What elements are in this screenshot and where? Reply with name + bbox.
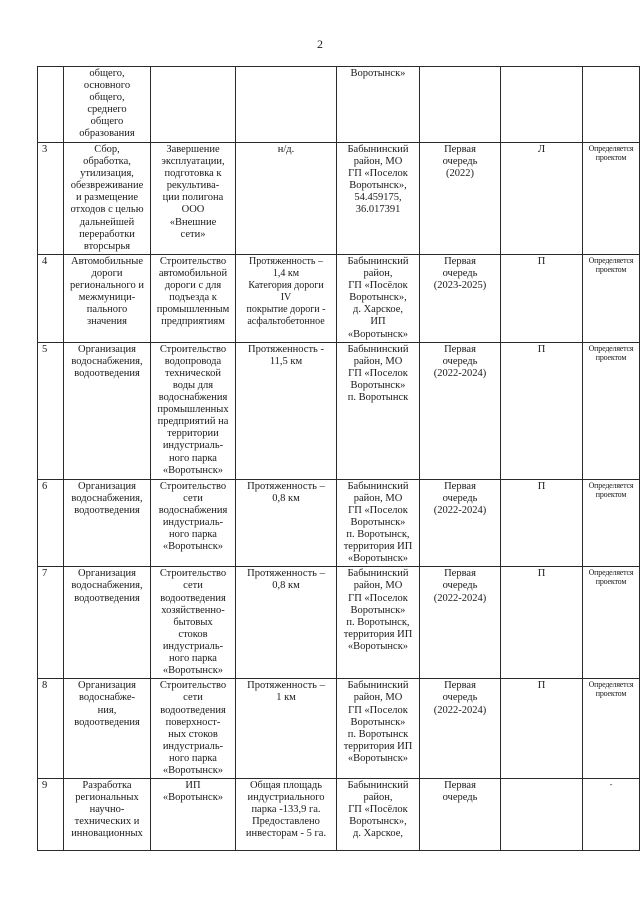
table-cell-c5 [420, 567, 501, 679]
row-number-cell [38, 342, 64, 479]
table-cell-c2 [151, 143, 236, 255]
cell-text: Строительство водопровода технической воды для водоснабжения промышленных предприятий на территории индустриаль- ного парка «Воротынск» [157, 343, 229, 476]
table-cell-c7 [583, 679, 640, 779]
table-cell-c2 [151, 342, 236, 479]
table-cell-c7 [583, 143, 640, 255]
cell-text: Организация водоснабже- ния, водоотведения [74, 680, 140, 728]
table-cell-c5 [420, 255, 501, 343]
cell-text: Завершение эксплуатации, подготовка к рекультива- ции полигона ООО «Внешние сети» [161, 144, 225, 240]
table-cell-c4 [337, 143, 420, 255]
table-row [38, 255, 640, 343]
table-cell-c1 [64, 679, 151, 779]
cell-text: Бабынинский район, МО ГП «Поселок Воротынск» п. Воротынск, территория ИП «Воротынск» [343, 568, 413, 652]
cell-text: 3 [42, 144, 48, 155]
cell-text: Определяется проектом [588, 680, 634, 699]
table-cell-c3 [236, 779, 337, 851]
cell-text: Протяженность - 11,5 км [248, 343, 324, 367]
table-cell-c2 [151, 255, 236, 343]
row-number-cell [38, 255, 64, 343]
cell-text: Протяженность – 0,8 км [247, 568, 325, 592]
cell-text: Первая очередь [442, 780, 478, 804]
cell-text: П [537, 256, 546, 267]
table-cell-c5 [420, 143, 501, 255]
cell-text: Автомобильные дороги регионального и межмуници- пального значения [70, 256, 144, 328]
cell-text: П [537, 343, 546, 355]
table-cell-c4 [337, 255, 420, 343]
table-cell-c4 [337, 779, 420, 851]
table-row [38, 779, 640, 851]
table-cell-c3 [236, 67, 337, 143]
table-cell-c3 [236, 342, 337, 479]
table-cell-c7 [583, 67, 640, 143]
cell-text: Бабынинский район, МО ГП «Поселок Воротынск», 54.459175, 36.017391 [347, 144, 409, 216]
cell-text: Первая очередь (2022) [442, 144, 478, 180]
cell-text: ИП «Воротынск» [162, 780, 224, 804]
table-cell-c1 [64, 479, 151, 567]
table-row [38, 143, 640, 255]
table-cell-c4 [337, 342, 420, 479]
table-row [38, 567, 640, 679]
cell-text: Л [537, 144, 546, 155]
table-cell-c2 [151, 779, 236, 851]
table-cell-c7 [583, 779, 640, 851]
cell-text: 6 [42, 480, 48, 492]
cell-text: Организация водоснабжения, водоотведения [71, 480, 143, 516]
cell-text: Организация водоснабжения, водоотведения [71, 568, 143, 604]
table-cell-c4 [337, 679, 420, 779]
table-cell-c3 [236, 143, 337, 255]
objects-table [37, 66, 640, 851]
cell-text: Бабынинский район, МО ГП «Поселок Воротынск» п. Воротынск [347, 343, 409, 404]
table-cell-c6 [501, 679, 583, 779]
row-number-cell [38, 143, 64, 255]
table-cell-c3 [236, 567, 337, 679]
cell-text: 9 [42, 780, 48, 792]
table-cell-c2 [151, 479, 236, 567]
cell-text: Бабынинский район, ГП «Посёлок Воротынск», д. Харское, [347, 780, 409, 840]
table-cell-c7 [583, 342, 640, 479]
cell-text: 7 [42, 568, 48, 580]
cell-text: 8 [42, 680, 48, 692]
table-cell-c5 [420, 342, 501, 479]
table-cell-c1 [64, 342, 151, 479]
cell-text: Первая очередь (2022-2024) [433, 480, 487, 516]
table-cell-c6 [501, 342, 583, 479]
table-cell-c3 [236, 679, 337, 779]
row-number-cell [38, 679, 64, 779]
cell-text: Определяется проектом [588, 568, 634, 587]
table-cell-c7 [583, 567, 640, 679]
table-cell-c5 [420, 479, 501, 567]
row-number-cell [38, 479, 64, 567]
cell-text: Воротынск» [350, 68, 406, 79]
table-cell-c1 [64, 567, 151, 679]
cell-text: Протяженность – 0,8 км [247, 480, 325, 504]
cell-text: Первая очередь (2022-2024) [433, 568, 487, 604]
row-number-cell [38, 779, 64, 851]
cell-text: Организация водоснабжения, водоотведения [71, 343, 143, 379]
table-cell-c6 [501, 255, 583, 343]
row-number-cell [38, 67, 64, 143]
cell-text: Разработка региональных научно- технических и инновационных [71, 780, 143, 840]
cell-text: Строительство сети водоснабжения индустриаль- ного парка «Воротынск» [158, 480, 228, 553]
cell-text: Протяженность – 1 км [247, 680, 325, 704]
table-cell-c2 [151, 567, 236, 679]
cell-text: П [537, 568, 546, 580]
cell-text: 5 [42, 343, 48, 355]
table-cell-c6 [501, 67, 583, 143]
table-cell-c2 [151, 67, 236, 143]
table-row [38, 67, 640, 143]
table-cell-c5 [420, 779, 501, 851]
cell-text: - [609, 780, 613, 790]
cell-text: Протяженность – 1,4 км Категория дороги IV покрытие дороги - асфальтобетонное [246, 256, 326, 328]
cell-text: Строительство автомобильной дороги с для подъезда к промышленным предприятиям [156, 256, 230, 328]
table-row [38, 479, 640, 567]
table-cell-c7 [583, 479, 640, 567]
table-cell-c5 [420, 679, 501, 779]
cell-text: Бабынинский район, МО ГП «Поселок Воротынск» п. Воротынск территория ИП «Воротынск» [343, 680, 413, 764]
cell-text: Бабынинский район, МО ГП «Поселок Воротынск» п. Воротынск, территория ИП «Воротынск» [343, 480, 413, 565]
page-number: 2 [317, 37, 323, 51]
table-cell-c1 [64, 143, 151, 255]
table-cell-c1 [64, 67, 151, 143]
table-cell-c2 [151, 679, 236, 779]
cell-text: Строительство сети водоотведения хозяйственно- бытовых стоков индустриаль- ного парка «Воротынск» [159, 568, 227, 677]
table-cell-c7 [583, 255, 640, 343]
table-cell-c4 [337, 567, 420, 679]
cell-text: Первая очередь (2022-2024) [433, 343, 487, 379]
table-cell-c4 [337, 479, 420, 567]
cell-text: Сбор, обработка, утилизация, обезвреживание и размещение отходов с целью дальнейшей переработки вторсырья [70, 144, 144, 252]
table-cell-c4 [337, 67, 420, 143]
table-cell-c3 [236, 255, 337, 343]
cell-text: 4 [42, 256, 48, 267]
cell-text: Первая очередь (2023-2025) [433, 256, 487, 292]
cell-text: Определяется проектом [588, 343, 634, 362]
cell-text: П [537, 480, 546, 492]
cell-text: Определяется проектом [588, 256, 634, 274]
cell-text: П [537, 680, 546, 692]
table-cell-c6 [501, 143, 583, 255]
table-row [38, 679, 640, 779]
table-cell-c5 [420, 67, 501, 143]
table-cell-c3 [236, 479, 337, 567]
row-number-cell [38, 567, 64, 679]
cell-text: Бабынинский район, ГП «Посёлок Воротынск», д. Харское, ИП «Воротынск» [347, 256, 409, 340]
table-cell-c1 [64, 255, 151, 343]
cell-text: Определяется проектом [588, 144, 634, 162]
table-cell-c6 [501, 567, 583, 679]
cell-text: Первая очередь (2022-2024) [433, 680, 487, 716]
table-cell-c1 [64, 779, 151, 851]
table-row [38, 342, 640, 479]
cell-text: Общая площадь индустриального парка -133,9 га. Предоставлено инвесторам - 5 га. [245, 780, 327, 840]
cell-text: общего, основного общего, среднего общего образования [79, 68, 135, 140]
table-cell-c6 [501, 779, 583, 851]
table-cell-c6 [501, 479, 583, 567]
cell-text: Определяется проектом [588, 480, 634, 499]
cell-text: Строительство сети водоотведения поверхност- ных стоков индустриаль- ного парка «Воротынск» [159, 680, 227, 776]
cell-text: н/д. [277, 144, 295, 155]
